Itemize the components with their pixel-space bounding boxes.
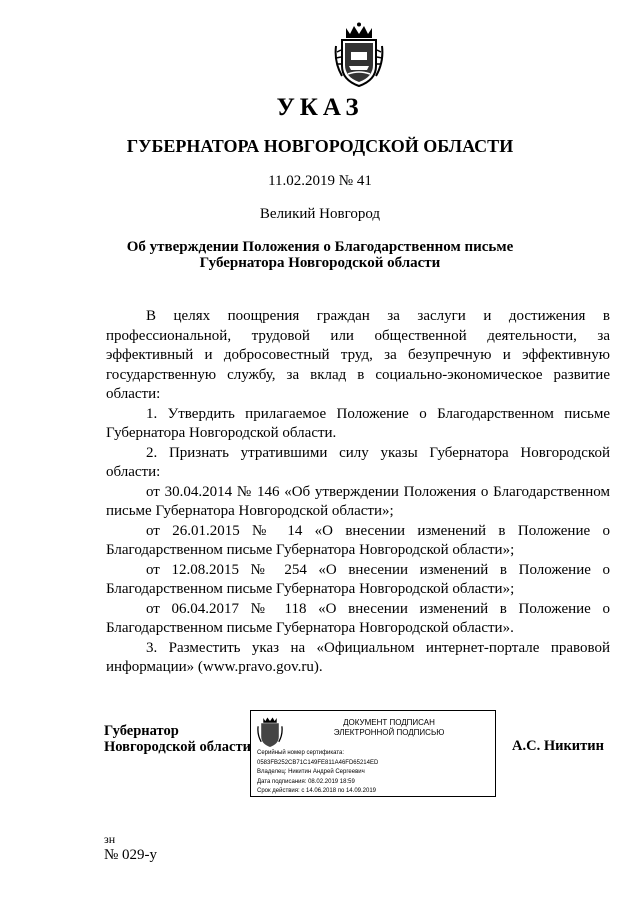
document-heading bbox=[100, 239, 540, 271]
paragraph-ref: от 06.04.2017 № 118 «О внесении изменений в Положение о Благодарственном письме Губернатора Новгородской области». bbox=[106, 600, 610, 636]
date-number: 11.02.2019 № 41 bbox=[268, 173, 372, 189]
stamp-details bbox=[257, 749, 378, 797]
signer-name: А.С. Никитин bbox=[512, 738, 604, 754]
document-body bbox=[106, 307, 610, 678]
signer-position-line: Новгородской области bbox=[104, 739, 251, 755]
stamp-header bbox=[291, 718, 487, 737]
stamp-header-line: ЭЛЕКТРОННОЙ ПОДПИСЬЮ bbox=[333, 727, 445, 737]
cert-serial: 0583FB252CB71C149FE811A46FD65214ED bbox=[257, 759, 379, 766]
footer-code: зн bbox=[104, 832, 116, 846]
stamp-header-line: ДОКУМЕНТ ПОДПИСАН bbox=[343, 718, 435, 727]
paragraph-item-2: 2. Признать утратившими силу указы Губернатора Новгородской области: bbox=[106, 444, 610, 480]
paragraph-item-3: 3. Разместить указ на «Официальном интернет-портале правовой информации» (www.pravo.gov.ru). bbox=[106, 639, 610, 675]
paragraph-preamble: В целях поощрения граждан за заслуги и достижения в профессиональной, трудовой или общественной деятельности, за эффективный и добросовестный труд, за безупречную и эффективную государственную службу, за вклад в социально-экономическое развитие области: bbox=[106, 308, 610, 402]
document-title: УКАЗ bbox=[276, 94, 364, 121]
city: Великий Новгород bbox=[259, 206, 381, 222]
footer-number: № 029-у bbox=[104, 847, 158, 863]
paragraph-item-1: 1. Утвердить прилагаемое Положение о Благодарственном письме Губернатора Новгородской области. bbox=[106, 405, 610, 441]
heading-line: Губернатора Новгородской области bbox=[199, 255, 441, 271]
stamp-emblem-icon bbox=[257, 717, 283, 747]
signing-date: Дата подписания: 08.02.2019 18:59 bbox=[257, 778, 355, 785]
electronic-signature-stamp bbox=[250, 710, 496, 797]
paragraph-ref: от 30.04.2014 № 146 «Об утверждении Положения о Благодарственном письме Губернатора Новгородской области»; bbox=[106, 483, 610, 519]
paragraph-ref: от 12.08.2015 № 254 «О внесении изменений в Положение о Благодарственном письме Губернатора Новгородской области»; bbox=[106, 561, 610, 597]
novgorod-coat-of-arms-icon bbox=[334, 22, 384, 88]
issuer-title: ГУБЕРНАТОРА НОВГОРОДСКОЙ ОБЛАСТИ bbox=[126, 136, 514, 156]
signer-position-line: Губернатор bbox=[104, 723, 179, 739]
cert-owner: Владелец: Никитин Андрей Сергеевич bbox=[257, 769, 365, 775]
heading-line: Об утверждении Положения о Благодарственном письме bbox=[126, 239, 514, 255]
signer-position bbox=[104, 723, 251, 755]
cert-validity: Срок действия: с 14.06.2018 по 14.09.2019 bbox=[257, 788, 377, 794]
paragraph-ref: от 26.01.2015 № 14 «О внесении изменений в Положение о Благодарственном письме Губернатора Новгородской области»; bbox=[106, 522, 610, 558]
cert-label: Серийный номер сертификата: bbox=[257, 750, 345, 756]
